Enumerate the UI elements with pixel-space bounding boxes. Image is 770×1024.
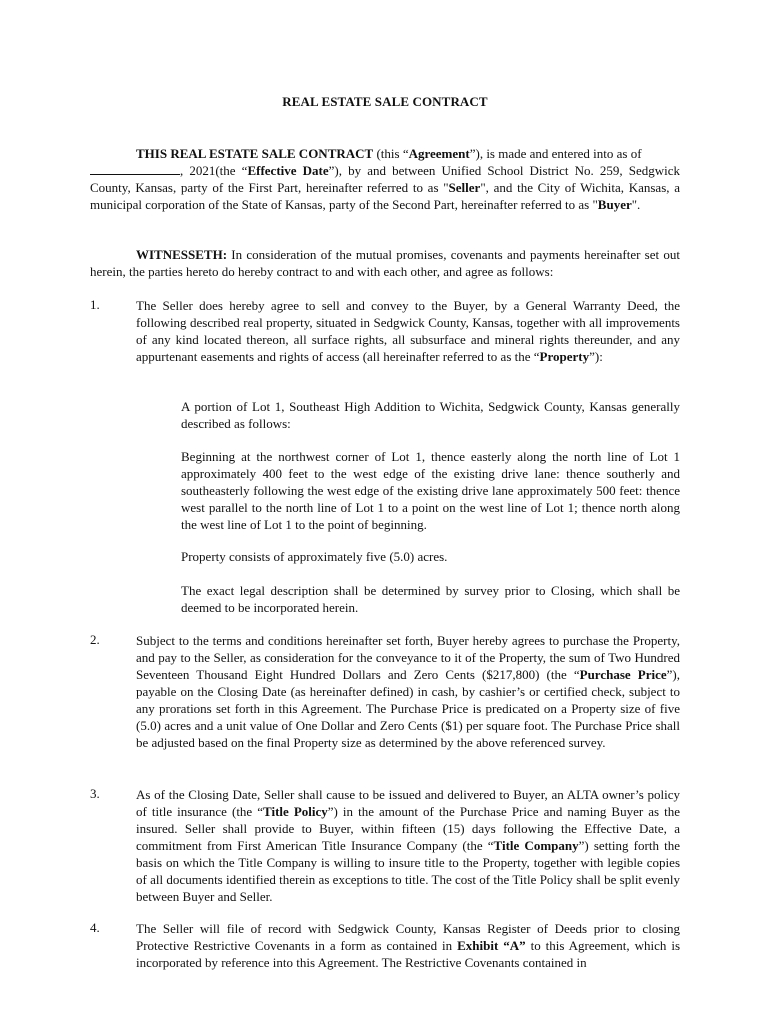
section-1-text: The Seller does hereby agree to sell and convey to the Buyer, by a General Warranty Deed, the following described real property, situated in Sedgwick County, Kansas, together with all improvements of any kind located thereon, all surface rights, all subsurface and mineral rights thereunder, and any appurtenant easements and rights of access (all hereinafter referred to as the “Property”): — [136, 298, 680, 364]
document-title: REAL ESTATE SALE CONTRACT — [282, 94, 488, 109]
intro-paragraph: THIS REAL ESTATE SALE CONTRACT (this “Agreement”), is made and entered into as of , 2021(the “Effective Date”), by and between Unified School District No. 259, Sedgwick County, Kansas, party of the First Part, hereinafter referred to as "Seller", and the City of Wichita, Kansas, a municipal corporation of the State of Kansas, party of the Second Part, hereinafter referred to as "Buyer". — [90, 146, 681, 212]
section-2-text: Subject to the terms and conditions hereinafter set forth, Buyer hereby agrees to purchase the Property, and pay to the Seller, as consideration for the conveyance to it of the Property, the sum of Two Hundred Seventeen Thousand Eight Hundred Dollars and Zero Cents ($217,800) (the “Purchase Price”), payable on the Closing Date (as hereinafter defined) in cash, by cashier’s or certified check, subject to any prorations set forth in this Agreement. The Purchase Price is predicated on a Property size of five (5.0) acres and a unit value of One Dollar and Zero Cents ($1) per square foot. The Purchase Price shall be adjusted based on the final Property size as determined by the above referenced survey. — [136, 633, 680, 750]
section-1-lot-description: A portion of Lot 1, Southeast High Addition to Wichita, Sedgwick County, Kansas generally described as follows: — [181, 399, 680, 431]
section-1-boundary-description: Beginning at the northwest corner of Lot 1, thence easterly along the north line of Lot 1 approximately 400 feet to the west edge of the existing drive lane: thence southerly and southeasterly following the west edge of the existing drive lane approximately 500 feet: thence west parallel to the north line of Lot 1 to a point on the west line of Lot 1; thence north along the west line of Lot 1 to the point of beginning. — [181, 449, 680, 532]
section-1-number: 1. — [90, 297, 100, 312]
section-1-acreage: Property consists of approximately five (5.0) acres. — [181, 549, 448, 564]
section-3-text: As of the Closing Date, Seller shall cause to be issued and delivered to Buyer, an ALTA owner’s policy of title insurance (the “Title Policy”) in the amount of the Purchase Price and naming Buyer as the insured. Seller shall provide to Buyer, within fifteen (15) days following the Effective Date, a commitment from First American Title Insurance Company (the “Title Company”) setting forth the basis on which the Title Company is willing to insure title to the Property, together with legible copies of all documents identified therein as exceptions to title. The cost of the Title Policy shall be split evenly between Buyer and Seller. — [136, 787, 681, 904]
section-4-text: The Seller will file of record with Sedgwick County, Kansas Register of Deeds prior to closing Protective Restrictive Covenants in a form as contained in Exhibit “A” to this Agreement, which is incorporated by reference into this Agreement. The Restrictive Covenants contained in — [136, 921, 680, 970]
witnesseth-label: WITNESSETH: — [136, 247, 228, 262]
section-4-number: 4. — [90, 920, 100, 935]
intro-lead: THIS REAL ESTATE SALE CONTRACT — [136, 146, 374, 161]
witnesseth-paragraph: WITNESSETH: In consideration of the mutual promises, covenants and payments hereinafter set out herein, the parties hereto do hereby contract to and with each other, and agree as follows: — [90, 247, 680, 279]
section-1-survey-note: The exact legal description shall be determined by survey prior to Closing, which shall be deemed to be incorporated herein. — [181, 583, 680, 615]
section-3-number: 3. — [90, 786, 100, 801]
date-blank-line[interactable] — [90, 163, 180, 175]
section-2-number: 2. — [90, 632, 100, 647]
